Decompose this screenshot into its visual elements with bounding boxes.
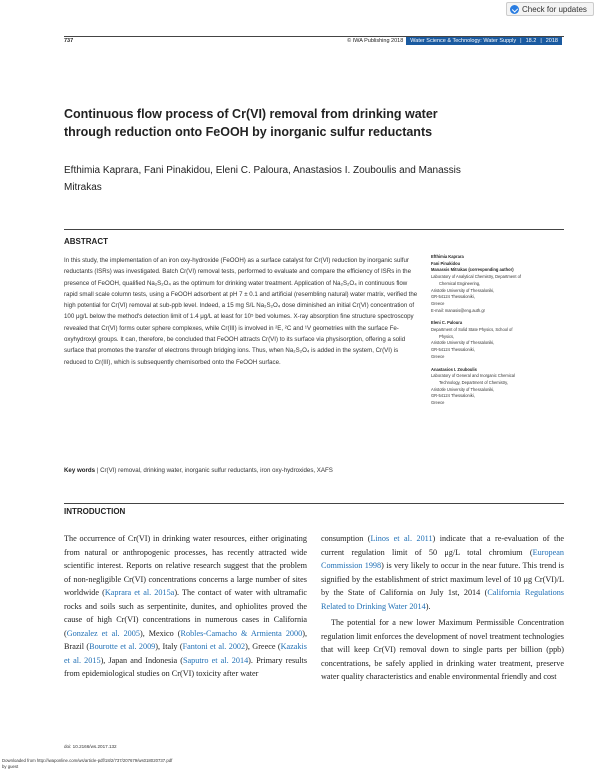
- intro-paragraph: [321, 532, 564, 613]
- body-text: ), Brazil (: [64, 628, 307, 651]
- journal-bar: Water Science & Technology: Water Supply | 18.2 | 2018: [406, 37, 562, 45]
- body-text: ), Mexico (: [139, 628, 181, 638]
- citation-link[interactable]: Robles-Camacho & Armienta 2000: [180, 628, 303, 638]
- affiliation-address-line: Laboratory of General and Inorganic Chemical: [431, 373, 515, 379]
- affiliation-author: Anastasios I. Zouboulis: [431, 366, 477, 372]
- affiliation-author: Efthimia Kaprara: [431, 254, 464, 259]
- body-text: ) is very likely to occur in the near future. This trend is signified by the establishment of strict maximum level of 10 μg Cr(VI)/L by the State of California on July 1st, 2014 (: [321, 561, 564, 597]
- affiliation-address-line: Aristotle University of Thessaloniki,: [431, 386, 495, 392]
- affiliation-address-line: Physics,: [439, 333, 455, 339]
- affiliation-group: [431, 367, 571, 407]
- citation-link[interactable]: Bourotte et al. 2009: [89, 642, 156, 651]
- running-header: [344, 37, 562, 45]
- doi: doi: 10.2166/ws.2017.132: [64, 744, 117, 749]
- body-text: ), Greece (: [245, 642, 281, 651]
- keywords-list: | Cr(VI) removal, drinking water, inorganic sulfur reductants, iron oxy-hydroxides, XAFS: [96, 467, 333, 474]
- body-text: ). The contact of water with ultramafic rocks and soils such as serpentinite, dunites, and ophiolites proved the cause of high Cr(VI) concentrations in numerous cases in California (: [64, 588, 307, 638]
- affiliation-address-line: Aristotle University of Thessaloniki,: [431, 340, 495, 346]
- affiliation-author: Eleni C. Paloura: [431, 320, 463, 326]
- intro-column-left: [64, 532, 307, 681]
- footer-line: by guest: [2, 763, 19, 769]
- body-text: ). Primary results from epidemiological studies on Cr(VI) toxicity after water: [64, 655, 308, 678]
- author-list: Efthimia Kaprara, Fani Pinakidou, Eleni C. Paloura, Anastasios I. Zouboulis and Manassis Mitrakas: [64, 165, 461, 193]
- affiliation-address-line: Greece: [431, 300, 445, 306]
- affiliation-address-line: Technology, Department of Chemistry,: [439, 379, 509, 385]
- intro-paragraph: [321, 616, 564, 684]
- affiliation-group: [431, 254, 571, 314]
- introduction-heading: INTRODUCTION: [64, 507, 126, 516]
- body-text: The potential for a new lower Maximum Permissible Concentration regulation limit enforces the development of novel treatment technologies that will keep Cr(VI) removal down to single parts per billion (ppb) concentrations, be safely applied in drinking water treatment, preserve water quality characteristics and enable environmental friendly and cost: [321, 618, 564, 681]
- journal-volume: 18.2: [525, 38, 537, 44]
- keywords: [64, 466, 424, 476]
- affiliation-address-line: Department of Solid State Physics, School of: [431, 327, 513, 333]
- download-footer: [2, 758, 172, 769]
- citation-link[interactable]: California Regulations Related to Drinking Water 2014: [321, 588, 564, 611]
- body-text: ).: [425, 601, 431, 611]
- affiliation-address-line: Greece: [431, 353, 445, 359]
- citation-link[interactable]: Linos et al. 2011: [370, 534, 433, 543]
- page-number: 737: [64, 38, 74, 44]
- affiliation-address-line: GR-54124 Thessaloniki,: [431, 393, 475, 399]
- affiliation-address-line: Greece: [431, 400, 445, 406]
- affiliation-address-line: E-mail: manasis@eng.auth.gr: [431, 307, 485, 313]
- check-for-updates-label: Check for updates: [522, 4, 587, 14]
- publisher-label: © IWA Publishing 2018: [347, 38, 404, 44]
- check-for-updates-badge[interactable]: [506, 2, 594, 16]
- affiliation-address-line: Aristotle University of Thessaloniki,: [431, 287, 495, 293]
- paper-title: Continuous flow process of Cr(VI) removal from drinking water through reduction onto FeOOH by inorganic sulfur reductants: [64, 107, 438, 139]
- citation-link[interactable]: Fantoni et al. 2002: [182, 642, 246, 651]
- introduction-rule: [64, 503, 564, 504]
- citation-link[interactable]: Kazakis et al. 2015: [64, 642, 307, 665]
- affiliation-address-line: Laboratory of Analytical Chemistry, Department of: [431, 274, 522, 280]
- keywords-label: Key words: [64, 467, 96, 474]
- intro-column-right: [321, 532, 564, 684]
- abstract-text: In this study, the implementation of an iron oxy-hydroxide (FeOOH) as a surface catalyst for Cr(VI) reduction by inorganic sulfur reductants (ISRs) was investigated. Batch Cr(VI) removal tests, performed to evaluate and compare the efficiency of ISRs in the presence of FeOOH, qualified Na₂S₂O₄ as the optimum for drinking water treatment. Application of Na₂S₂O₄ in continuous flow rapid small scale column tests, using a FeOOH adsorbent at pH 7 ± 0.1 and artificial (resembling natural) water matrix, verified the high potential for Cr(VI) removal at sub-ppb level. Indeed, a 15 mg S/L Na₂S₂O₄ dose diminished an initial Cr(VI) concentration of 100 μg/L below the method's detection limit of 1.4 μg/L at least for 10⁵ bed volumes. X-ray absorption fine structure spectroscopy revealed that Cr(VI) forms outer sphere complexes, while Cr(III) is involved in ²E, ²C and ¹V geometries with the surface Fe-oxyhydroxyl groups. It can, therefore, be concluded that FeOOH attracts Cr(VI) to its surface via physisorption, offering a solid surface that promotes the transfer of electrons through bridging ions. Thus, when Na₂S₂O₄ is added in the system, Cr(VI) is reduced to Cr(III), which is subsequently chemisorbed onto the FeOOH surface.: [64, 257, 418, 366]
- affiliation-address-line: Chemical Engineering,: [439, 280, 481, 286]
- journal-name: Water Science & Technology: Water Supply: [410, 38, 517, 44]
- affiliation-author: Manassis Mitrakas (corresponding author): [431, 267, 514, 273]
- citation-link[interactable]: Gonzalez et al. 2005: [66, 628, 140, 638]
- abstract-rule: [64, 229, 564, 230]
- body-text: ), Italy (: [155, 642, 183, 651]
- body-text: The occurrence of Cr(VI) in drinking water resources, either originating from natural or anthropogenic processes, has recently attracted wide scientific interest. Reports on relative research suggest that the problem of non-negligible Cr(VI) concentrations concerns a large number of sites worldwide (: [64, 534, 307, 597]
- check-icon: [510, 5, 519, 14]
- body-text: ) indicate that a re-evaluation of the current regulation limit of 50 μg/L total chromium (: [321, 534, 564, 557]
- intro-paragraph: [64, 532, 307, 681]
- body-text: consumption (: [321, 534, 371, 543]
- footer-line: Downloaded from http://iwaponline.com/ws/article-pdf/18/2/737/207679/ws018020737.pdf: [2, 758, 173, 763]
- affiliation-address-line: GR-54124 Thessaloniki,: [431, 294, 475, 300]
- citation-link[interactable]: Saputro et al. 2014: [182, 655, 249, 665]
- citation-link[interactable]: Kaprara et al. 2015a: [104, 588, 175, 597]
- journal-year: 2018: [545, 38, 558, 44]
- abstract-heading: ABSTRACT: [64, 237, 108, 246]
- citation-link[interactable]: European Commission 1998: [321, 547, 564, 570]
- affiliation-address-line: GR-54124 Thessaloniki,: [431, 347, 475, 353]
- affiliation-group: [431, 320, 571, 360]
- affiliations: [431, 254, 571, 413]
- affiliation-author: Fani Pinakidou: [431, 260, 461, 266]
- body-text: ), Japan and Indonesia (: [100, 655, 183, 665]
